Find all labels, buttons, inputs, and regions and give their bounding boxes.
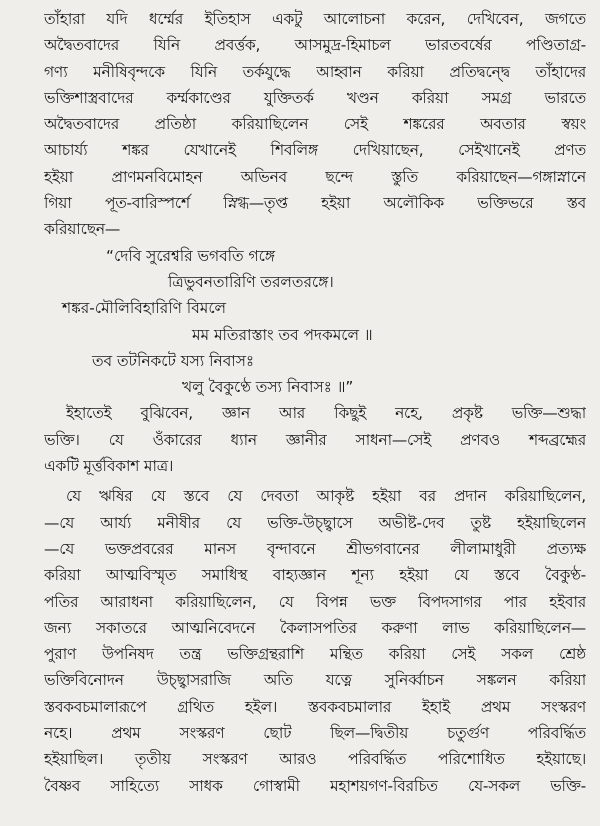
text-line: হইয়াছিল। তৃতীয় সংস্করণ আরও পরিবর্দ্ধিত পরিশোধিত হইয়াছে। (44, 750, 586, 769)
paragraph-knowledge (44, 400, 586, 479)
text-line: ভক্তিবিনোদন উচ্ছ্বাসরাজি অতি যত্নে সুনির্ব্বাচন সঙ্কলন করিয়া (44, 671, 586, 690)
text-line: একটি মূর্ত্তবিকাশ মাত্র। (44, 457, 174, 476)
text-line: পতির আরাধনা করিয়াছিলেন, যে বিপন্ন ভক্ত বিপদসাগর পার হইবার (44, 592, 586, 611)
verse-line: তব তটনিকটে যস্য নিবাসঃ (92, 351, 255, 370)
text-line: যে ঋষির যে স্তবে যে দেবতা আকৃষ্ট হইয়া বর প্রদান করিয়াছিলেন, (66, 487, 586, 506)
paragraph-compilation (44, 483, 586, 799)
text-line: করিয়াছেন— (44, 220, 121, 239)
text-line: নহে। প্রথম সংস্করণ ছোট ছিল—দ্বিতীয় চতুর্গুণ পরিবর্দ্ধিত (44, 724, 586, 743)
text-line: অদ্বৈতবাদের যিনি প্রবর্ত্তক, আসমুদ্র-হিমাচল ভারতবর্ষের পণ্ডিতাগ্র- (44, 36, 586, 55)
text-line: জন্য সকাতরে আত্মনিবেদনে কৈলাসপতির করুণা লাভ করিয়াছিলেন— (44, 618, 586, 637)
text-line: —যে আর্য্য মনীষীর যে ভক্তি-উচ্ছ্বাসে অভীষ্ট-দেব তুষ্ট হইয়াছিলেন (44, 513, 586, 532)
text-line: গণ্য মনীষিবৃন্দকে যিনি তর্কযুদ্ধে আহ্বান করিয়া প্রতিদ্বন্দ্বে তাঁহাদের (44, 62, 586, 81)
verse-line: ত্রিভুবনতারিণি তরলতরঙ্গে। (168, 272, 334, 291)
text-line: ভক্তি। যে ওঁকারের ধ্যান জ্ঞানীর সাধনা—সেই প্রণবও শব্দব্রহ্মের (44, 430, 586, 449)
verse-line: শঙ্কর-মৌলিবিহারিণি বিমলে (62, 299, 226, 318)
verse-block (44, 243, 586, 401)
text-line: বৈষ্ণব সাহিত্যে সাধক গোস্বামী মহাশয়গণ-বিরচিত যে-সকল ভক্তি- (44, 776, 586, 795)
text-line: গিয়া পূত-বারিস্পর্শে স্নিগ্ধ—তৃপ্ত হইয়া অলৌকিক ভক্তিভরে স্তব (44, 194, 586, 213)
text-line: আচার্য্য শঙ্কর যেখানেই শিবলিঙ্গ দেখিয়াছেন, সেইখানেই প্রণত (44, 141, 586, 160)
text-line: হইয়া প্রাণমনবিমোহন অভিনব ছন্দে স্তুতি করিয়াছেন—গঙ্গাস্নানে (44, 167, 586, 186)
paragraph-intro (44, 6, 586, 243)
text-line: —যে ভক্তপ্রবরের মানস বৃন্দাবনে শ্রীভগবানের লীলামাধুরী প্রত্যক্ষ (44, 539, 586, 558)
text-line: স্তবকবচমালারূপে গ্রথিত হইল। স্তবকবচমালার ইহাই প্রথম সংস্করণ (44, 697, 586, 716)
verse-line: খলু বৈকুণ্ঠে তস্য নিবাসঃ ॥” (182, 378, 354, 397)
text-line: করিয়া আত্মবিস্মৃত সমাধিস্থ বাহ্যজ্ঞান শূন্য হইয়া যে স্তবে বৈকুণ্ঠ- (44, 566, 586, 585)
verse-line: মম মতিরাস্তাং তব পদকমলে ॥ (192, 325, 373, 344)
text-line: তাঁহারা যদি ধর্ম্মের ইতিহাস একটু আলোচনা করেন, দেখিবেন, জগতে (44, 10, 586, 28)
verse-line: “দেবি সুরেশ্বরি ভগবতি গঙ্গে (106, 246, 275, 265)
text-line: ভক্তিশাস্ত্রবাদের কর্ম্মকাণ্ডের যুক্তিতর্ক খণ্ডন করিয়া সমগ্র ভারতে (44, 88, 586, 107)
text-line: ইহাতেই বুঝিবেন, জ্ঞান আর কিছুই নহে, প্রকৃষ্ট ভক্তি—শুদ্ধা (66, 404, 586, 423)
text-line: অদ্বৈতবাদের প্রতিষ্ঠা করিয়াছিলেন সেই শঙ্করের অবতার স্বয়ং (44, 115, 586, 134)
text-line: পুরাণ উপনিষদ তন্ত্র ভক্তিগ্রন্থরাশি মন্থিত করিয়া সেই সকল শ্রেষ্ঠ (44, 645, 586, 664)
